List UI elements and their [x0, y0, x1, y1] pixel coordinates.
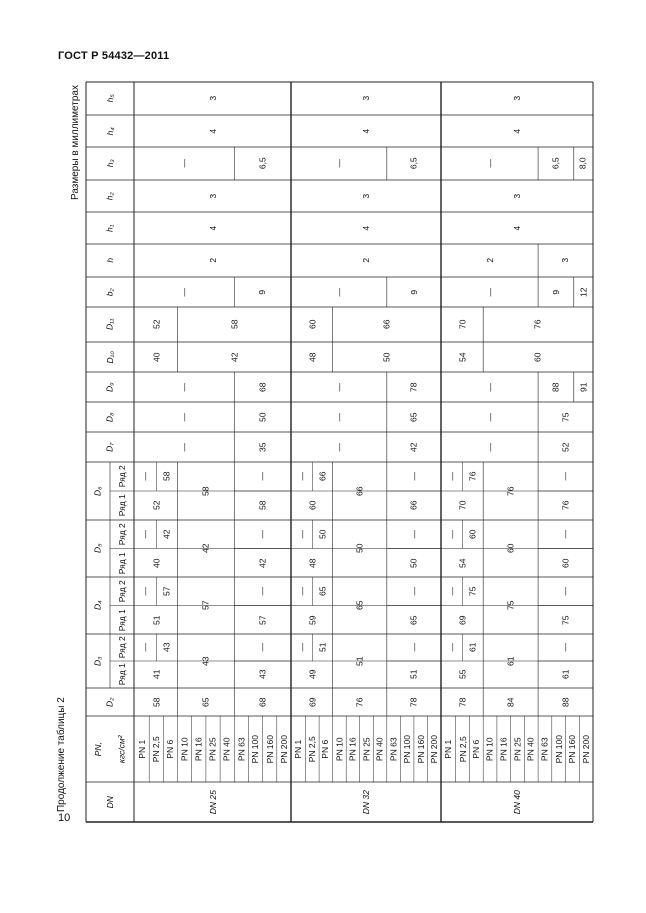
- pn-value: PN 1: [136, 739, 147, 759]
- d4-value: 57: [200, 600, 211, 611]
- col-header-d3-row2: Ряд 2: [116, 636, 127, 659]
- h3-value: —: [484, 159, 495, 168]
- h3-value: —: [334, 159, 345, 168]
- col-header-b2: b₂: [104, 288, 115, 296]
- pn-value: PN 16: [193, 737, 204, 761]
- d9-value: 78: [408, 382, 419, 392]
- d5-row2-value: —: [560, 530, 571, 539]
- b2-value: 9: [408, 289, 419, 295]
- d3-row1-value: 49: [307, 669, 318, 680]
- d7-value: —: [179, 442, 190, 452]
- d4-row2-value: —: [296, 587, 307, 596]
- pn-value: PN 63: [539, 737, 550, 761]
- d5-value: 50: [354, 543, 365, 554]
- d5-row1-value: 48: [307, 558, 318, 568]
- dn-label: DN 40: [512, 789, 523, 815]
- d6-row1-value: 60: [307, 500, 318, 511]
- d6-row2-value: 58: [161, 471, 172, 482]
- h4-value: 4: [512, 128, 523, 134]
- b2-value: —: [484, 287, 495, 297]
- d2-value: 58: [151, 697, 162, 707]
- d5-row2-value: —: [296, 530, 307, 539]
- d10-value: 50: [381, 352, 392, 362]
- d4-row2-value: —: [560, 587, 571, 596]
- d4-row1-value: 51: [151, 615, 162, 625]
- dimensions-table: [86, 82, 593, 822]
- d2-value: 69: [307, 697, 318, 707]
- d4-row1-value: 75: [560, 615, 571, 625]
- d5-row1-value: 40: [151, 558, 162, 568]
- pn-value: PN 1: [443, 739, 454, 759]
- pn-value: PN 2,5: [457, 736, 468, 762]
- pn-value: PN 100: [553, 734, 564, 764]
- d9-value: —: [179, 382, 190, 392]
- d2-value: 78: [408, 697, 419, 707]
- col-header-d7: D₇: [104, 442, 115, 452]
- d3-row1-value: 55: [457, 669, 468, 680]
- d5-row2-value: 42: [161, 529, 172, 539]
- d3-row1-value: 43: [257, 669, 268, 680]
- d10-value: 60: [532, 352, 543, 362]
- col-header-d4: D₄: [92, 600, 103, 611]
- d2-value: 68: [257, 697, 268, 707]
- d8-value: —: [334, 412, 345, 422]
- d4-row2-value: —: [140, 587, 151, 596]
- d7-value: —: [484, 442, 495, 452]
- h1-value: 4: [512, 225, 523, 231]
- d4-row1-value: 69: [457, 615, 468, 625]
- dn-label: DN 25: [207, 789, 218, 815]
- pn-value: PN 25: [361, 737, 372, 761]
- d3-row2-value: —: [257, 643, 268, 652]
- h-value: 2: [207, 258, 218, 263]
- col-header-d6-row1: Ряд 1: [116, 494, 127, 517]
- col-header-d9: D₉: [104, 382, 115, 392]
- d3-row2-value: —: [140, 643, 151, 652]
- h5-value: 3: [361, 96, 372, 101]
- col-header-h4: h₄: [104, 126, 115, 136]
- d4-row2-value: —: [257, 587, 268, 596]
- pn-value: PN 10: [334, 737, 345, 761]
- d5-row1-value: 42: [257, 558, 268, 568]
- col-header-d5-row2: Ряд 2: [116, 523, 127, 546]
- col-header-d4-row1: Ряд 1: [116, 608, 127, 631]
- d9-value: —: [334, 382, 345, 392]
- d10-value: 40: [151, 352, 162, 362]
- d7-value: 52: [560, 442, 571, 452]
- d2-value: 84: [505, 697, 516, 707]
- col-header-pn-unit: кгс/см²: [116, 735, 127, 763]
- h3-value: —: [179, 159, 190, 168]
- d9-value: 68: [257, 382, 268, 392]
- d4-row1-value: 65: [408, 615, 419, 625]
- d9-value: —: [484, 382, 495, 392]
- h2-value: 3: [512, 193, 523, 199]
- pn-value: PN 25: [207, 737, 218, 761]
- h5-value: 3: [512, 96, 523, 101]
- col-header-dn: DN: [104, 795, 115, 809]
- pn-value: PN 16: [347, 737, 358, 761]
- units-caption: Размеры в миллиметрах: [70, 85, 81, 200]
- pn-value: PN 100: [401, 734, 412, 764]
- d8-value: 65: [408, 412, 419, 422]
- d10-value: 54: [457, 352, 468, 362]
- col-header-d4-row2: Ряд 2: [116, 580, 127, 603]
- d4-row2-value: 65: [317, 586, 328, 596]
- d6-value: 76: [505, 486, 516, 496]
- pn-value: PN 6: [165, 739, 176, 759]
- d3-value: 43: [200, 656, 211, 666]
- d6-row1-value: 58: [257, 500, 268, 511]
- d11-value: 66: [381, 319, 392, 330]
- d2-value: 88: [560, 697, 571, 707]
- document-header: ГОСТ Р 54432—2011: [58, 50, 170, 62]
- h4-value: 4: [207, 128, 218, 134]
- col-header-pn: PN,: [92, 741, 103, 757]
- col-header-d11: D₁₁: [104, 318, 115, 331]
- d10-value: 42: [229, 352, 239, 362]
- d3-value: 61: [505, 656, 516, 666]
- h2-value: 3: [207, 193, 218, 199]
- h-value: 3: [560, 258, 571, 263]
- d6-row2-value: —: [447, 472, 458, 481]
- col-header-h5: h₅: [104, 94, 115, 103]
- d8-value: —: [179, 412, 190, 422]
- d4-row1-value: 59: [307, 615, 318, 625]
- h1-value: 4: [207, 225, 218, 231]
- col-header-d8: D₈: [104, 412, 115, 422]
- d6-row2-value: —: [560, 472, 571, 481]
- d3-row2-value: —: [560, 643, 571, 652]
- d8-value: 75: [560, 412, 571, 422]
- pn-value: PN 40: [374, 737, 385, 761]
- d5-row2-value: 60: [467, 529, 478, 539]
- d6-value: 66: [354, 486, 365, 496]
- d6-row2-value: 76: [467, 471, 478, 482]
- d11-value: 52: [151, 319, 162, 330]
- pn-value: PN 160: [264, 734, 275, 764]
- d5-value: 42: [200, 543, 211, 554]
- d5-row2-value: —: [447, 530, 458, 539]
- pn-value: PN 160: [415, 734, 426, 764]
- d4-row1-value: 57: [257, 615, 268, 625]
- b2-value: —: [179, 287, 190, 297]
- d6-value: 58: [200, 486, 211, 496]
- d3-row2-value: 61: [467, 642, 478, 653]
- h2-value: 3: [361, 193, 372, 199]
- h1-value: 4: [361, 225, 372, 231]
- d4-row2-value: —: [408, 587, 419, 596]
- h3-value: 6,5: [550, 157, 561, 170]
- d8-value: —: [484, 412, 495, 422]
- d5-row2-value: 50: [317, 529, 328, 539]
- b2-value: 9: [550, 289, 561, 295]
- d6-row2-value: —: [408, 472, 419, 481]
- d4-row2-value: —: [447, 587, 458, 596]
- d6-row1-value: 70: [457, 500, 468, 511]
- d5-row2-value: —: [140, 530, 151, 539]
- d3-row2-value: 43: [161, 642, 172, 653]
- d5-row1-value: 50: [408, 558, 419, 568]
- d5-value: 60: [505, 543, 516, 554]
- col-header-d6: D₆: [92, 486, 103, 496]
- d5-row2-value: —: [257, 530, 268, 539]
- h-value: 2: [361, 258, 372, 263]
- d3-row2-value: 51: [317, 642, 328, 653]
- pn-value: PN 63: [388, 737, 399, 761]
- col-header-d10: D₁₀: [104, 350, 115, 364]
- pn-value: PN 40: [221, 737, 232, 761]
- d11-value: 76: [532, 319, 543, 330]
- col-header-h1: h₁: [104, 224, 115, 232]
- pn-value: PN 100: [250, 734, 261, 764]
- d5-row1-value: 54: [457, 558, 468, 568]
- d7-value: 42: [408, 442, 419, 452]
- b2-value: 9: [257, 289, 268, 295]
- b2-value: —: [334, 287, 345, 297]
- pn-value: PN 1: [293, 739, 304, 759]
- d3-row2-value: —: [447, 643, 458, 652]
- pn-value: PN 63: [236, 737, 247, 761]
- dn-label: DN 32: [361, 789, 372, 815]
- d4-value: 75: [505, 600, 516, 611]
- d3-value: 51: [354, 656, 365, 666]
- pn-value: PN 6: [320, 739, 331, 759]
- pn-value: PN 2,5: [151, 736, 162, 762]
- d4-row2-value: 57: [161, 586, 172, 596]
- col-header-h2: h₂: [104, 192, 115, 200]
- d4-value: 65: [354, 600, 365, 611]
- d11-value: 58: [229, 319, 239, 330]
- h-value: 2: [484, 258, 495, 263]
- h5-value: 3: [207, 96, 218, 101]
- d2-value: 65: [200, 697, 211, 707]
- d3-row2-value: —: [296, 643, 307, 652]
- table-caption: Продолжение таблицы 2: [56, 697, 67, 812]
- col-header-d5: D₅: [92, 543, 103, 554]
- col-header-d3-row1: Ряд 1: [116, 663, 127, 686]
- pn-value: PN 10: [484, 737, 495, 761]
- col-header-h3: h₃: [104, 159, 115, 168]
- d6-row2-value: —: [257, 472, 268, 481]
- h3-value: 6,5: [257, 157, 268, 170]
- d11-value: 70: [457, 319, 468, 330]
- col-header-d3: D₃: [92, 656, 103, 666]
- pn-value: PN 25: [512, 737, 523, 761]
- b2-value: 12: [578, 287, 589, 297]
- d6-row2-value: 66: [317, 471, 328, 482]
- d11-value: 60: [307, 319, 318, 330]
- d6-row1-value: 66: [408, 500, 419, 511]
- d6-row1-value: 52: [151, 500, 162, 511]
- d9-value: 88: [550, 382, 561, 392]
- d2-value: 76: [354, 697, 365, 707]
- pn-value: PN 2,5: [307, 736, 318, 762]
- pn-value: PN 6: [471, 739, 482, 759]
- pn-value: PN 40: [525, 737, 536, 761]
- pn-value: PN 160: [567, 734, 578, 764]
- d7-value: 35: [257, 442, 268, 452]
- d3-row1-value: 41: [151, 669, 162, 680]
- d6-row1-value: 76: [560, 500, 571, 511]
- pn-value: PN 10: [179, 737, 190, 761]
- d5-row2-value: —: [408, 530, 419, 539]
- d3-row1-value: 61: [560, 669, 571, 680]
- col-header-h: h: [104, 258, 115, 263]
- d3-row1-value: 51: [408, 669, 419, 680]
- d6-row2-value: —: [140, 472, 151, 481]
- d4-row2-value: 75: [467, 586, 478, 596]
- pn-value: PN 16: [498, 737, 509, 761]
- d3-row2-value: —: [408, 643, 419, 652]
- d9-value: 91: [578, 382, 589, 392]
- d2-value: 78: [457, 697, 468, 707]
- pn-value: PN 200: [428, 734, 439, 764]
- h4-value: 4: [361, 128, 372, 134]
- col-header-d5-row1: Ряд 1: [116, 551, 127, 574]
- d6-row2-value: —: [296, 472, 307, 481]
- h3-value: 8,0: [578, 157, 589, 170]
- d5-row1-value: 60: [560, 558, 571, 568]
- col-header-d2: D₂: [104, 697, 115, 707]
- d10-value: 48: [307, 352, 318, 362]
- pn-value: PN 200: [278, 734, 289, 764]
- d7-value: —: [334, 442, 345, 452]
- d8-value: 50: [257, 412, 268, 422]
- col-header-d6-row2: Ряд 2: [116, 465, 127, 488]
- page-number: 10: [58, 812, 71, 824]
- h3-value: 6,5: [408, 157, 419, 170]
- pn-value: PN 200: [580, 734, 591, 764]
